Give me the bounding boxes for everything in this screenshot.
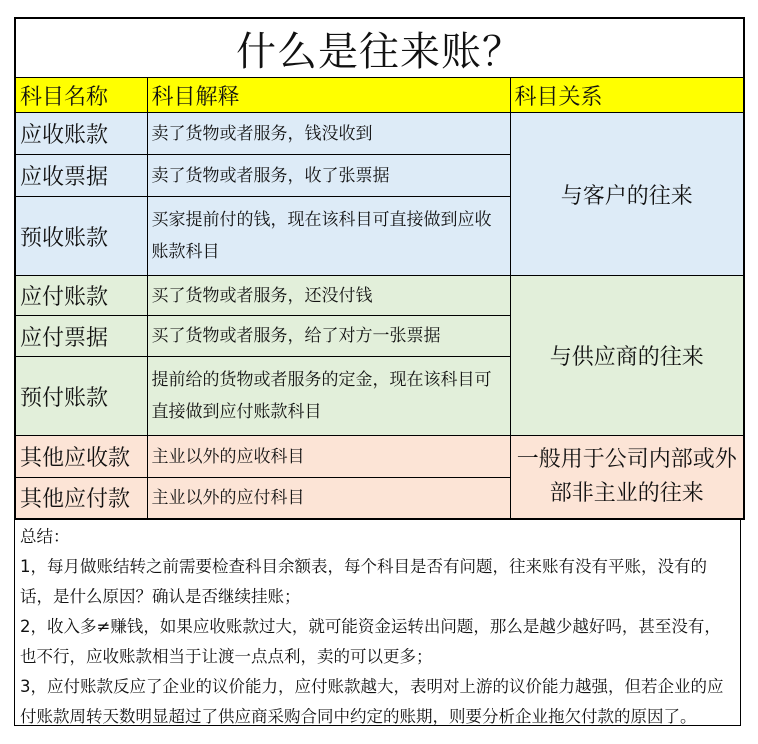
account-name: 预收账款 <box>15 197 147 276</box>
summary-heading: 总结： <box>20 527 70 546</box>
account-desc: 主业以外的应收科目 <box>147 436 510 478</box>
account-name: 其他应收款 <box>15 436 147 478</box>
accounts-table-sheet <box>14 17 743 520</box>
table-row <box>15 113 744 155</box>
relation-suppliers: 与供应商的往来 <box>510 276 744 436</box>
summary-point-3: 3，应付账款反应了企业的议价能力，应付账款越大，表明对上游的议价能力越强，但若企业的应付账款周转天数明显超过了供应商采购合同中约定的账期，则要分析企业拖欠付款的原因了。 <box>20 677 724 726</box>
relation-other: 一般用于公司内部或外部非主业的往来 <box>510 436 744 519</box>
header-row <box>15 78 744 113</box>
header-account-explanation: 科目解释 <box>147 78 510 113</box>
account-name: 其他应付款 <box>15 478 147 519</box>
account-desc: 买了货物或者服务，还没付钱 <box>147 276 510 316</box>
page-title: 什么是往来账？ <box>15 18 744 78</box>
account-name: 应收账款 <box>15 113 147 155</box>
account-name: 应付票据 <box>15 316 147 357</box>
account-desc: 买了货物或者服务，给了对方一张票据 <box>147 316 510 357</box>
summary-point-2: 2，收入多≠赚钱，如果应收账款过大，就可能资金运转出问题，那么是越少越好吗，甚至没有，也不行，应收账款相当于让渡一点点利，卖的可以更多； <box>20 617 721 666</box>
account-name: 应付账款 <box>15 276 147 316</box>
header-account-relation: 科目关系 <box>510 78 744 113</box>
account-name: 应收票据 <box>15 155 147 197</box>
account-desc: 买家提前付的钱，现在该科目可直接做到应收账款科目 <box>147 197 510 276</box>
account-desc: 提前给的货物或者服务的定金，现在该科目可直接做到应付账款科目 <box>147 357 510 436</box>
summary-point-1: 1，每月做账结转之前需要检查科目余额表，每个科目是否有问题，往来账有没有平账，没有的话，是什么原因？确认是否继续挂账； <box>20 557 707 606</box>
account-desc: 主业以外的应付科目 <box>147 478 510 519</box>
account-desc: 卖了货物或者服务，收了张票据 <box>147 155 510 197</box>
summary-box <box>14 518 741 726</box>
table-row <box>15 436 744 478</box>
account-desc: 卖了货物或者服务，钱没收到 <box>147 113 510 155</box>
accounts-table <box>14 17 745 520</box>
account-name: 预付账款 <box>15 357 147 436</box>
table-row <box>15 276 744 316</box>
relation-customers: 与客户的往来 <box>510 113 744 276</box>
header-account-name: 科目名称 <box>15 78 147 113</box>
